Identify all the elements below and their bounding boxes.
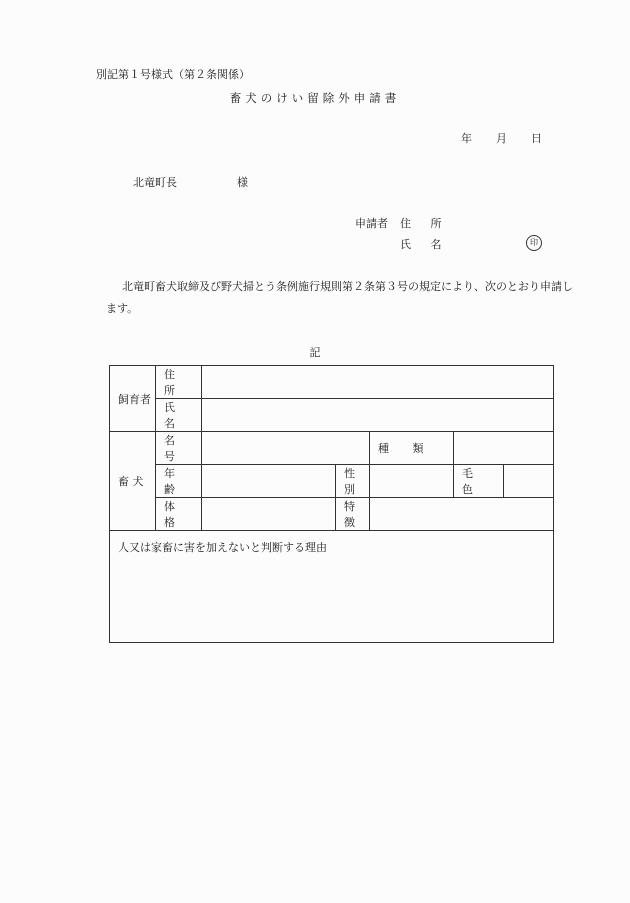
ki-heading: 記: [309, 346, 321, 359]
dog-features-field[interactable]: [370, 498, 554, 531]
date-month-label: 月: [496, 132, 507, 145]
date-year-label: 年: [461, 132, 472, 145]
addressee-name: 北竜町長: [133, 176, 177, 189]
application-table: [109, 365, 554, 643]
dog-breed-label: 種 類: [370, 432, 454, 465]
dog-name-label: 名 号: [156, 432, 202, 465]
owner-address-field[interactable]: [202, 366, 554, 399]
dog-age-field[interactable]: [202, 465, 336, 498]
owner-address-label: 住 所: [156, 366, 202, 399]
owner-name-label: 氏 名: [156, 399, 202, 432]
dog-breed-field[interactable]: [454, 432, 554, 465]
reason-field[interactable]: [110, 531, 554, 643]
date-day-label: 日: [531, 132, 542, 145]
applicant-label: 申請者: [355, 217, 388, 230]
form-identifier: 別記第１号様式（第２条関係）: [96, 68, 250, 81]
dog-color-label: 毛 色: [454, 465, 504, 498]
dog-header: 畜 犬: [110, 432, 156, 531]
request-statement: 北竜町畜犬取締及び野犬掃とう条例施行規則第２条第３号の規定により、次のとおり申請します。: [106, 280, 573, 315]
applicant-address-label: 住 所: [400, 217, 450, 230]
dog-age-label: 年 齢: [156, 465, 202, 498]
owner-name-field[interactable]: [202, 399, 554, 432]
dog-sex-field[interactable]: [370, 465, 454, 498]
reason-label: 人又は家畜に害を加えないと判断する理由: [118, 541, 327, 554]
dog-name-field[interactable]: [202, 432, 370, 465]
dog-features-label: 特 徴: [336, 498, 370, 531]
applicant-name-label: 氏 名: [400, 238, 450, 251]
addressee-honorific: 様: [237, 176, 248, 189]
dog-build-field[interactable]: [202, 498, 336, 531]
dog-sex-label: 性 別: [336, 465, 370, 498]
dog-color-field[interactable]: [504, 465, 554, 498]
seal-mark: 印: [526, 235, 542, 251]
document-title: 畜犬のけい留除外申請書: [229, 91, 401, 105]
owner-header: 飼育者: [110, 366, 156, 432]
dog-build-label: 体 格: [156, 498, 202, 531]
